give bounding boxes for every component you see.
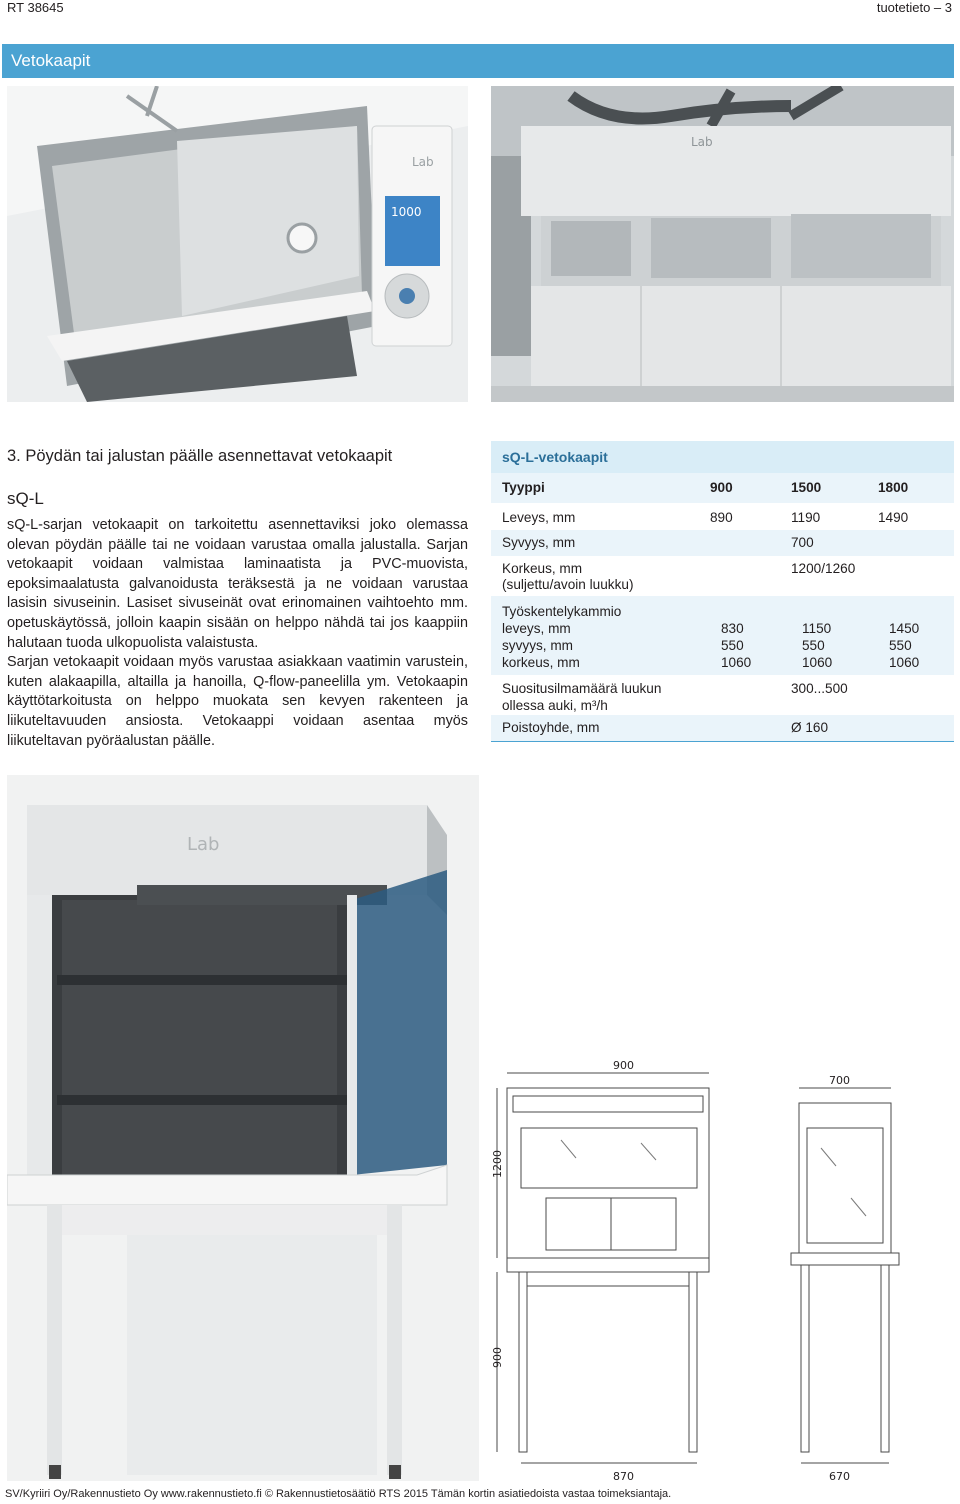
spec-value: 1490 (878, 510, 909, 525)
spec-value: 550 (802, 638, 825, 653)
fume-hood-product-illustration (7, 775, 479, 1481)
spec-label: Poistoyhde, mm (502, 720, 600, 735)
drawing-dimension-front-height: 1200 (491, 1150, 504, 1178)
spec-table (491, 441, 954, 742)
spec-value: 890 (710, 510, 733, 525)
drawing-dimension-base-height: 900 (491, 1347, 504, 1368)
technical-drawing-svg (491, 1048, 956, 1484)
spec-value: 550 (889, 638, 912, 653)
spec-row-exhaust (491, 715, 954, 741)
spec-value: Ø 160 (791, 720, 829, 735)
spec-label: Leveys, mm (502, 510, 576, 525)
spec-row-depth (491, 530, 954, 556)
paragraph: sQ-L-sarjan vetokaapit on tarkoitettu asennettaviksi joko olemassa olevan pöydän päälle tai ne voidaan varustaa omalla jalustalla. Sarjan vetokaapit voidaan valmistaa laminaatista ja PVC-muovista, epoksimaalatusta galvanoidusta teräksestä ja ne voidaan varustaa lasisin sivuseinin. Lasiset sivuseinät ovat erinomainen vaihtoehto mm. opetuskäytössä, jolloin kaapin sisään on helppo nähdä tai jos kaappiin halutaan tuoda ulkopuolista valaistusta. (7, 517, 468, 651)
spec-value: 550 (721, 638, 744, 653)
fume-hood-closeup-illustration (7, 86, 468, 402)
spec-row-air (491, 675, 954, 715)
spec-value: 300...500 (791, 681, 848, 696)
fume-hood-closeup-photo (7, 86, 468, 402)
spec-value: 1190 (791, 510, 821, 525)
fume-hood-product-photo (7, 775, 479, 1481)
section-body (7, 516, 468, 751)
drawing-dimension-side-base-depth: 670 (829, 1470, 850, 1483)
page-header (0, 0, 960, 26)
section-subtitle: sQ-L (7, 489, 44, 508)
spec-label: syvyys, mm (502, 638, 573, 653)
spec-label: korkeus, mm (502, 655, 580, 670)
spec-value: 700 (791, 535, 814, 550)
chamber-row (502, 637, 954, 654)
spec-label-note: ollessa auki, m³/h (502, 698, 608, 713)
spec-label: leveys, mm (502, 621, 571, 636)
spec-value: 1060 (802, 655, 833, 670)
spec-row-chamber (491, 596, 954, 675)
technical-drawing (491, 1048, 956, 1484)
chamber-row (502, 620, 954, 637)
spec-value: 1060 (889, 655, 920, 670)
document-code: RT 38645 (7, 0, 64, 15)
brand-logo-right: Lab (691, 135, 713, 149)
spec-value: 1800 (878, 480, 909, 495)
spec-row-width (491, 503, 954, 530)
spec-label: Korkeus, mm (502, 561, 583, 576)
spec-value: 1200/1260 (791, 561, 856, 576)
spec-table-title: sQ-L-vetokaapit (491, 441, 954, 473)
spec-label: Työskentelykammio (502, 604, 622, 619)
spec-label: Suositusilmamäärä luukun (502, 681, 662, 696)
page-label: tuotetieto – 3 (876, 0, 952, 15)
spec-row-height (491, 556, 954, 596)
section-title: 3. Pöydän tai jalustan päälle asennettavat vetokaapit (7, 447, 393, 465)
drawing-dimension-front-width: 900 (613, 1059, 634, 1072)
spec-label-note: (suljettu/avoin luukku) (502, 577, 634, 592)
spec-label: Tyyppi (502, 480, 545, 495)
drawing-dimension-side-depth: 700 (829, 1074, 850, 1087)
drawing-dimension-base-width: 870 (613, 1470, 634, 1483)
page-footer: SV/Kyriiri Oy/Rakennustieto Oy www.rakennustieto.fi © Rakennustietosäätiö RTS 2015 Tämän kortin asiatiedoista vastaa toimeksiantaja. (5, 1488, 672, 1500)
chamber-row (502, 654, 954, 671)
brand-logo-bottom: Lab (187, 834, 220, 855)
brand-logo-left: Lab (412, 155, 434, 169)
spec-value: 830 (721, 621, 744, 636)
spec-label: Syvyys, mm (502, 535, 576, 550)
spec-value: 1450 (889, 621, 920, 636)
spec-value: 900 (710, 480, 733, 495)
spec-value: 1500 (791, 480, 822, 495)
laboratory-row-illustration (491, 86, 954, 402)
title-banner: Vetokaapit (2, 44, 954, 78)
spec-value: 1150 (802, 621, 832, 636)
laboratory-row-photo (491, 86, 954, 402)
spec-row-type (491, 473, 954, 503)
spec-table-bottom-rule (491, 741, 954, 742)
spec-value: 1060 (721, 655, 752, 670)
display-readout: 1000 (391, 205, 422, 219)
paragraph: Sarjan vetokaapit voidaan myös varustaa asiakkaan vaatimin varustein, kuten alakaapilla, altailla ja hanoilla, Q-flow-paneelilla ym. Vetokaapin käyttötarkoitusta on helppo muokata sen kevyen rakenteen ja liikuteltavuuden ansiosta. Vetokaappi voidaan asentaa myös liikuteltavan pyöräalustan päälle. (7, 654, 468, 749)
